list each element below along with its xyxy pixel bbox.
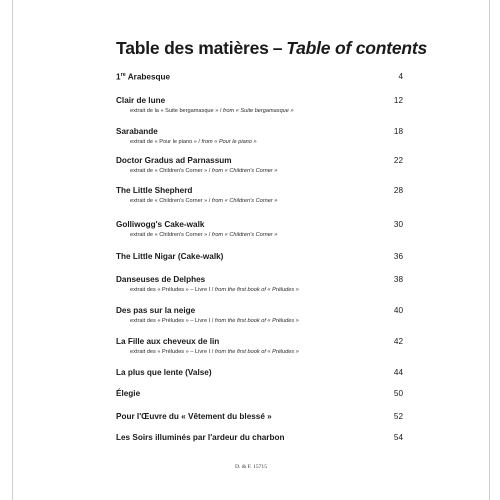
document-page <box>12 0 490 500</box>
toc-entry-title: The Little Shepherd <box>116 186 193 195</box>
toc-entry-source: extrait de « Children's Corner » / from « Children's Corner » <box>130 168 278 174</box>
toc-entry-page: 52 <box>393 412 403 421</box>
toc-entry-title: Pour l'Œuvre du « Vêtement du blessé » <box>116 412 272 421</box>
publisher-reference: D. & F. 15715 <box>234 464 268 470</box>
toc-entry-title: Élegie <box>116 389 141 398</box>
toc-entry-page: 44 <box>393 368 403 377</box>
toc-entry-page: 42 <box>393 337 403 346</box>
toc-entry-source: extrait des « Préludes » – Livre I / from the first book of « Préludes » <box>130 349 299 355</box>
toc-entry-page: 22 <box>393 156 403 165</box>
title-french: Table des matières <box>116 38 269 58</box>
toc-entry-page: 4 <box>398 72 403 81</box>
toc-entry-source: extrait de la « Suite bergamasque » / from « Suite bergamasque » <box>130 108 294 114</box>
toc-entry-page: 28 <box>393 186 403 195</box>
toc-entry-page: 54 <box>393 433 403 442</box>
toc-entry-page: 50 <box>393 389 403 398</box>
toc-entry-source: extrait de « Children's Corner » / from « Children's Corner » <box>130 232 278 238</box>
toc-entry-title: La plus que lente (Valse) <box>116 368 212 377</box>
toc-entry-title: 1re Arabesque <box>116 72 171 82</box>
toc-entry-page: 38 <box>393 275 403 284</box>
toc-entry-title: Des pas sur la neige <box>116 306 196 315</box>
toc-entry-source: extrait de « Children's Corner » / from « Children's Corner » <box>130 198 278 204</box>
toc-entry-source: extrait de « Pour le piano » / from « Pour le piano » <box>130 139 257 145</box>
page-title <box>116 38 427 59</box>
title-english: Table of contents <box>286 38 428 58</box>
toc-entry-title: Clair de lune <box>116 96 166 105</box>
toc-entry-source: extrait des « Préludes » – Livre I / from the first book of « Préludes » <box>130 287 299 293</box>
toc-entry-page: 18 <box>393 127 403 136</box>
toc-entry-page: 30 <box>393 220 403 229</box>
toc-entry-title: Danseuses de Delphes <box>116 275 206 284</box>
toc-entry-title: La Fille aux cheveux de lin <box>116 337 220 346</box>
toc-entry-title: Les Soirs illuminés par l'ardeur du charbon <box>116 433 285 442</box>
toc-entry-page: 40 <box>393 306 403 315</box>
toc-entry-page: 12 <box>393 96 403 105</box>
toc-entry-page: 36 <box>393 252 403 261</box>
toc-entry-title: Doctor Gradus ad Parnassum <box>116 156 232 165</box>
toc-entry-title: Sarabande <box>116 127 158 136</box>
title-separator: – <box>272 38 283 58</box>
toc-entry-title: The Little Nigar (Cake-walk) <box>116 252 224 261</box>
toc-entry-source: extrait des « Préludes » – Livre I / from the first book of « Préludes » <box>130 318 299 324</box>
toc-entry-title: Golliwogg's Cake-walk <box>116 220 205 229</box>
